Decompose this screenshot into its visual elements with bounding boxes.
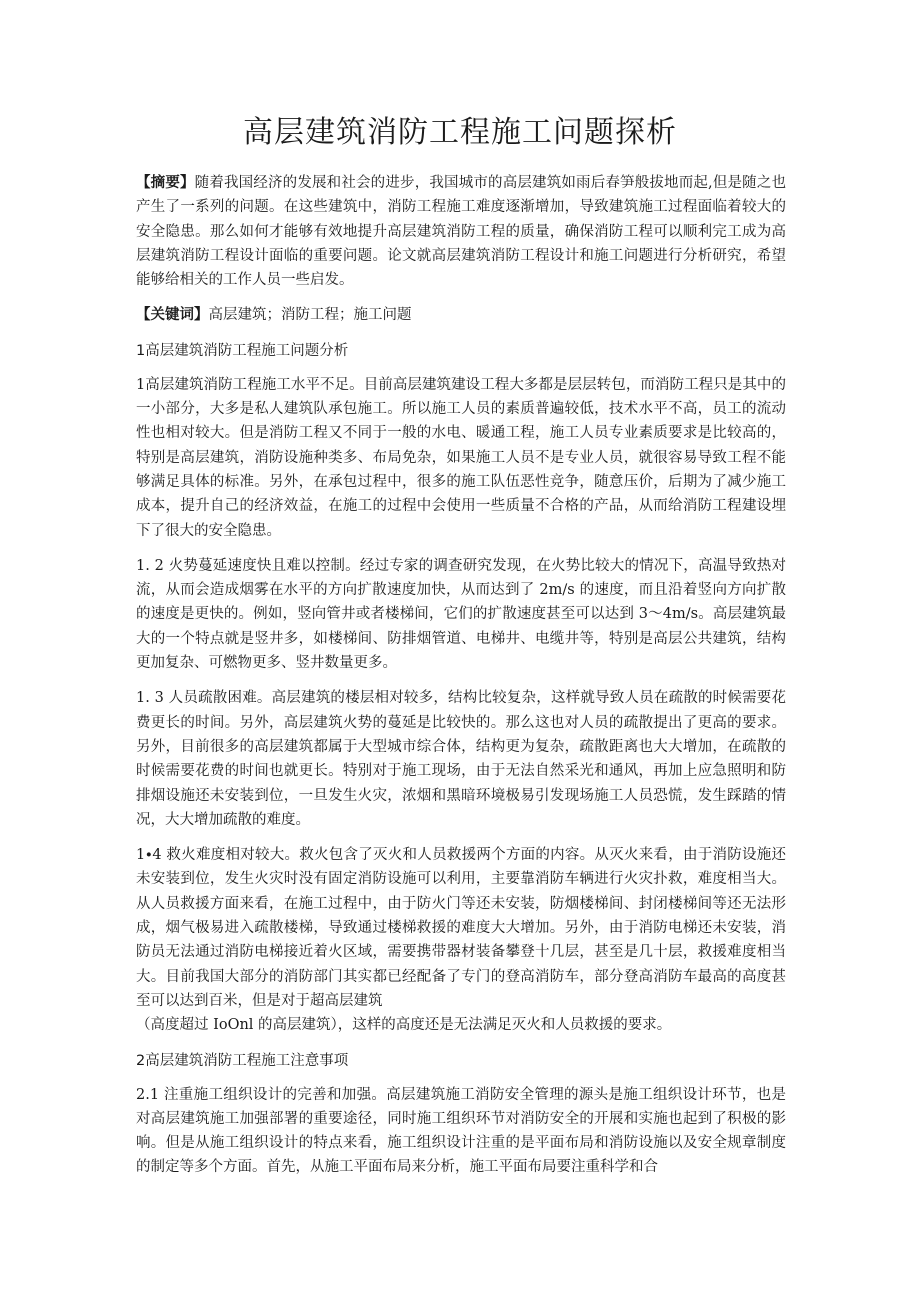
section-2-heading: 2高层建筑消防工程施工注意事项 [136, 1052, 349, 1069]
abstract-paragraph [136, 171, 786, 292]
keywords-text: 高层建筑；消防工程；施工问题 [208, 307, 412, 324]
section-1-paragraph-1: 1高层建筑消防工程施工水平不足。目前高层建筑建设工程大多都是层层转包，而消防工程只是其中的一小部分，大多是私人建筑队承包施工。所以施工人员的素质普遍较低，技术水平不高，员工的流动性也相对较大。但是消防工程又不同于一般的水电、暖通工程，施工人员专业素质要求是比较高的，特别是高层建筑，消防设施种类多、布局免杂，如果施工人员不是专业人员，就很容易导致工程不能够满足具体的标准。另外，在承包过程中，很多的施工队伍恶性竞争，随意压价，后期为了减少施工成本，提升自己的经济效益，在施工的过程中会使用一些质量不合格的产品，从而给消防工程建设埋下了很大的安全隐患。 [136, 376, 786, 539]
keywords-paragraph [136, 303, 786, 327]
keywords-label: 【关键词】 [136, 306, 209, 324]
section-1-paragraph-3: 1. 3 人员疏散困难。高层建筑的楼层相对较多，结构比较复杂，这样就导致人员在疏散的时候需要花费更长的时间。另外，高层建筑火势的蔓延是比较快的。那么这也对人员的疏散提出了更高的要求。另外，目前很多的高层建筑都属于大型城市综合体，结构更为复杂，疏散距离也大大增加，在疏散的时候需要花费的时间也就更长。特别对于施工现场，由于无法自然采光和通风，再加上应急照明和防排烟设施还未安装到位，一旦发生火灾，浓烟和黑暗环境极易引发现场施工人员恐慌，发生踩踏的情况，大大增加疏散的难度。 [136, 690, 786, 828]
section-2-paragraph-1: 2.1 注重施工组织设计的完善和加强。高层建筑施工消防安全管理的源头是施工组织设计环节，也是对高层建筑施工加强部署的重要途径，同时施工组织环节对消防安全的开展和实施也起到了积极的影响。但是从施工组织设计的特点来看，施工组织设计注重的是平面布局和消防设施以及安全规章制度的制定等多个方面。首先，从施工平面布局来分析，施工平面布局要注重科学和合 [136, 1086, 786, 1176]
document-title: 高层建筑消防工程施工问题探析 [243, 115, 677, 150]
document-body [136, 171, 786, 1191]
section-1-paragraph-4: 1∙4 救火难度相对较大。救火包含了灭火和人员救援两个方面的内容。从灭火来看，由于消防设施还未安装到位，发生火灾时没有固定消防设施可以利用，主要靠消防车辆进行火灾扑救，难度相当大。从人员救援方面来看，在施工过程中，由于防火门等还未安装，防烟楼梯间、封闭楼梯间等还无法形成，烟气极易进入疏散楼梯，导致通过楼梯救援的难度大大增加。另外，由于消防电梯还未安装，消防员无法通过消防电梯接近着火区域，需要携带器材装备攀登十几层，甚至是几十层，救援难度相当大。目前我国大部分的消防部门其实都已经配备了专门的登高消防车，部分登高消防车最高的高度甚至可以达到百米，但是对于超高层建筑 [136, 847, 786, 1009]
section-1-paragraph-2: 1. 2 火势蔓延速度快且难以控制。经过专家的调查研究发现，在火势比较大的情况下，高温导致热对流，从而会造成烟雾在水平的方向扩散速度加快，从而达到了 2m∕s 的速度，而且沿着竖向方向扩散的速度是更快的。例如，竖向管井或者楼梯间，它们的扩散速度甚至可以达到 3～4m∕s。高层建筑最大的一个特点就是竖井多，如楼梯间、防排烟管道、电梯井、电缆井等，特别是高层公共建筑，结构更加复杂、可燃物更多、竖井数量更多。 [136, 557, 786, 672]
section-1-paragraph-4-continued: （高度超过 IoOnl 的高层建筑），这样的高度还是无法满足灭火和人员救援的要求。 [136, 1017, 672, 1034]
abstract-label: 【摘要】 [136, 174, 195, 191]
abstract-text: 随着我国经济的发展和社会的进步，我国城市的高层建筑如雨后春笋般拔地而起,但是随之也产生了一系列的问题。在这些建筑中，消防工程施工难度逐渐增加，导致建筑施工过程面临着较大的安全隐患。那么如何才能够有效地提升高层建筑消防工程的质量，确保消防工程可以顺利完工成为高层建筑消防工程设计面临的重要问题。论文就高层建筑消防工程设计和施工问题进行分析研究，希望能够给相关的工作人员一些启发。 [136, 175, 786, 289]
section-1-heading: 1高层建筑消防工程施工问题分析 [136, 342, 349, 359]
